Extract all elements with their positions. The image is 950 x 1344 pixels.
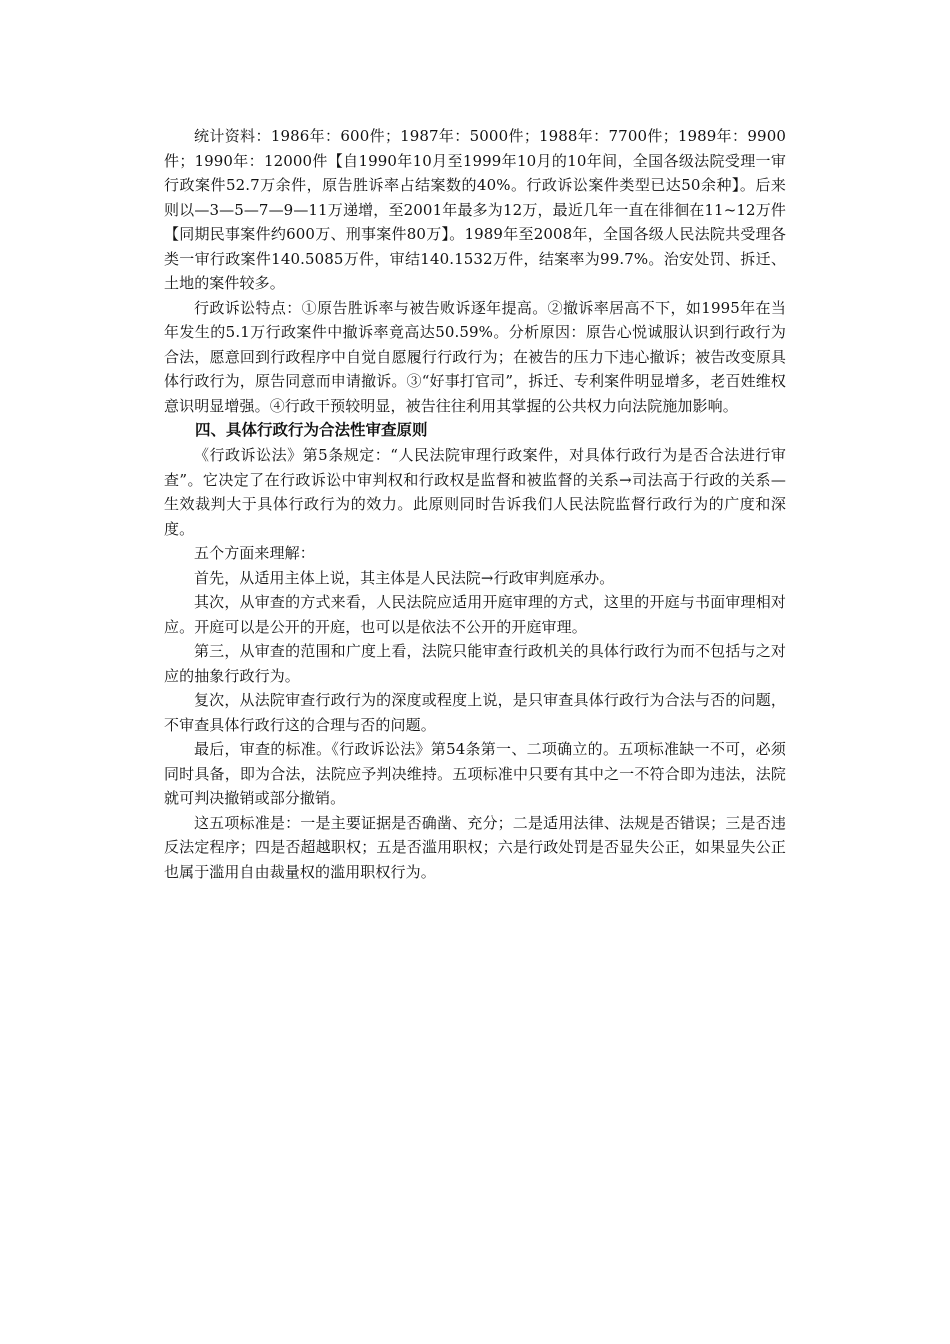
standards-list-paragraph: 这五项标准是：一是主要证据是否确凿、充分；二是适用法律、法规是否错误；三是否违反法定程序；四是否超越职权；五是否滥用职权；六是行政处罚是否显失公正，如果显失公正也属于滥用自由裁量权的滥用职权行为。 [164,813,786,881]
litigation-features-paragraph: 行政诉讼特点：①原告胜诉率与被告败诉逐年提高。②撤诉率居高不下，如1995年在当年发生的5.1万行政案件中撤诉率竟高达50.59%。分析原因：原告心悦诚服认识到行政行为合法，愿意回到行政程序中自觉自愿履行行政行为；在被告的压力下违心撤诉；被告改变原具体行政行为，原告同意而申请撤诉。③“好事打官司”，拆迁、专利案件明显增多，老百姓维权意识明显增强。④行政干预较明显，被告往往利用其掌握的公共权力向法院施加影响。 [164,298,786,415]
aspect-scope-paragraph: 第三，从审查的范围和广度上看，法院只能审查行政机关的具体行政行为而不包括与之对应的抽象行政行为。 [164,642,786,685]
statistics-paragraph: 统计资料：1986年：600件；1987年：5000件；1988年：7700件；1989年：9900件；1990年：12000件【自1990年10月至1999年10月的10年间，全国各级法院受理一审行政案件52.7万余件，原告胜诉率占结案数的40%。行政诉讼案件类型已达50余种】。后来则以—3—5—7—9—11万递增，至2001年最多为12万，最近几年一直在徘徊在11~12万件【同期民事案件约600万、刑事案件80万】。1989年至2008年，全国各级人民法院共受理各类一审行政案件140.5085万件，审结140.1532万件，结案率为99.7%。治安处罚、拆迁、土地的案件较多。 [164,127,786,292]
aspect-depth-paragraph: 复次，从法院审查行政行为的深度或程度上说，是只审查具体行政行为合法与否的问题，不审查具体行政行这的合理与否的问题。 [164,691,786,734]
aspect-standard-paragraph: 最后，审查的标准。《行政诉讼法》第54条第一、二项确立的。五项标准缺一不可，必须同时具备，即为合法，法院应予判决维持。五项标准中只要有其中之一不符合即为违法，法院就可判决撤销或部分撤销。 [164,740,786,807]
aspect-method-paragraph: 其次，从审查的方式来看，人民法院应适用开庭审理的方式，这里的开庭与书面审理相对应。开庭可以是公开的开庭，也可以是依法不公开的开庭审理。 [164,593,786,636]
five-aspects-intro: 五个方面来理解： [194,544,315,562]
document-page [164,124,786,884]
aspect-subject-paragraph: 首先，从适用主体上说，其主体是人民法院→行政审判庭承办。 [194,568,615,587]
section-heading: 四、具体行政行为合法性审查原则 [195,421,428,439]
article-5-paragraph: 《行政诉讼法》第5条规定：“人民法院审理行政案件，对具体行政行为是否合法进行审查”。它决定了在行政诉讼中审判权和行政权是监督和被监督的关系→司法高于行政的关系—生效裁判大于具体行政行为的效力。此原则同时告诉我们人民法院监督行政行为的广度和深度。 [164,446,786,538]
